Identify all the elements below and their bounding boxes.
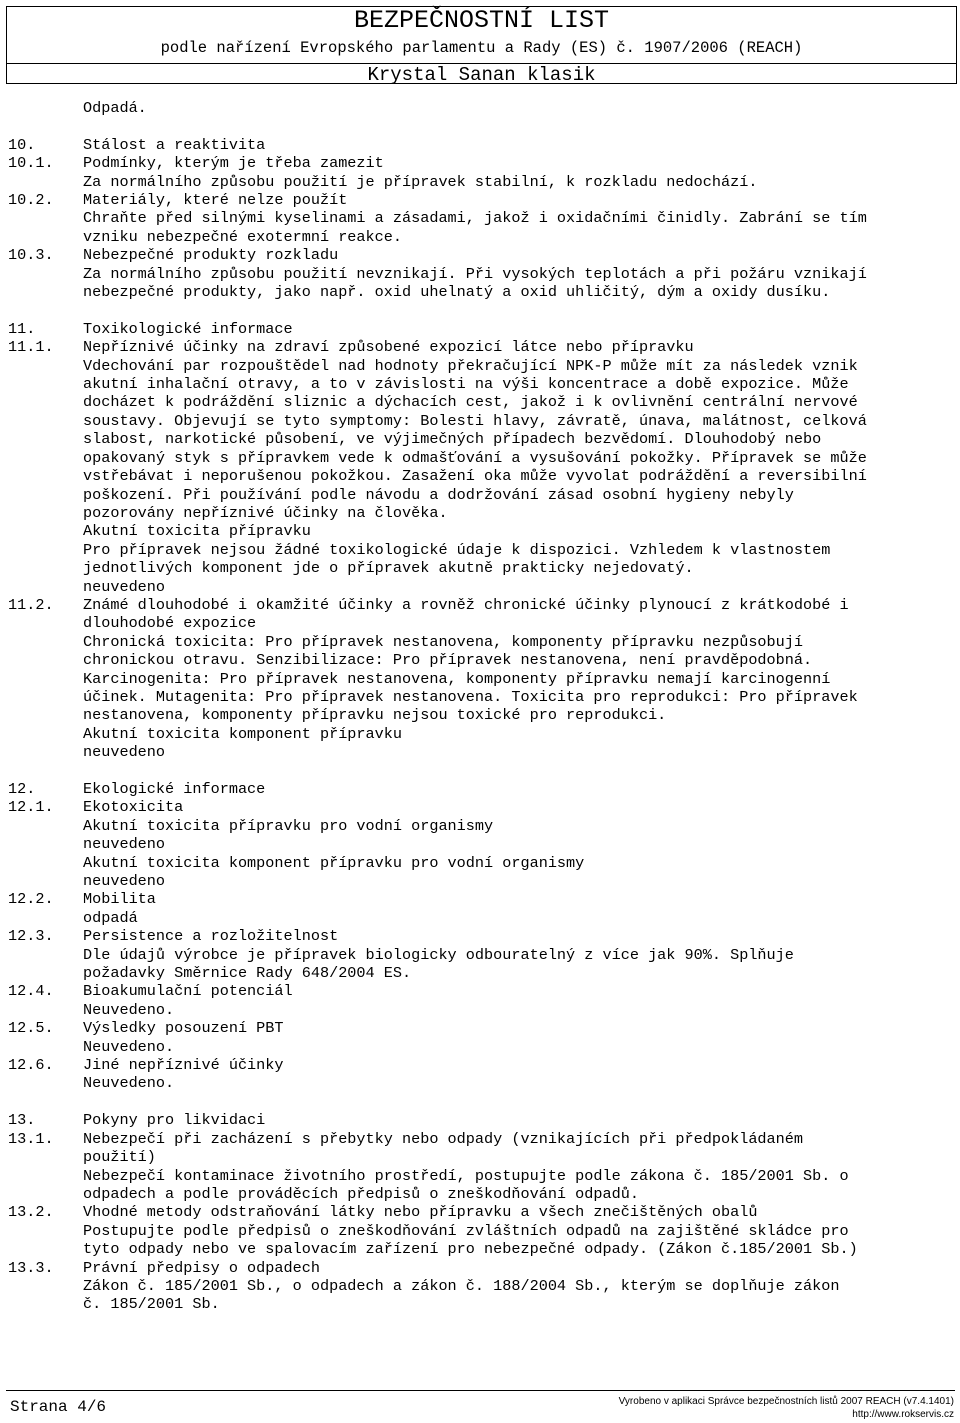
section-number (8, 1148, 83, 1166)
line-text: Pro přípravek nejsou žádné toxikologické údaje k dispozici. Vzhledem k vlastnostem (83, 540, 831, 559)
section-number: 11.1. (8, 338, 54, 357)
body-text-row (8, 946, 952, 964)
body-text-row (8, 412, 952, 430)
line-text: vstřebávat i neporušenou pokožkou. Zasažení oka může vyvolat podráždění a reversibilní (83, 467, 867, 486)
line-text: Akutní toxicita přípravku pro vodní organismy (83, 816, 494, 835)
section-number: 11. (8, 319, 36, 338)
section-heading-row (8, 320, 952, 338)
line-text: Neuvedeno. (83, 1037, 175, 1056)
line-text: Materiály, které nelze použít (83, 191, 348, 210)
generator-link[interactable]: http://www.rokservis.cz (852, 1409, 954, 1420)
section-heading-row (8, 1259, 952, 1277)
line-text: slabost, narkotické působení, ve výjimečných případech bezvědomí. Dlouhodobý nebo (83, 430, 822, 449)
section-number: 12.6. (8, 1056, 54, 1075)
section-number: 12.5. (8, 1019, 54, 1038)
line-text: Nebezpečné produkty rozkladu (83, 246, 339, 265)
line-text: Akutní toxicita komponent přípravku (83, 724, 402, 743)
body-text-row (8, 559, 952, 577)
line-text: Pokyny pro likvidaci (83, 1111, 266, 1130)
body-text-row (8, 283, 952, 301)
section-number (8, 375, 83, 393)
section-number: 13.3. (8, 1258, 54, 1277)
line-text: opakovaný styk s přípravkem vede k odmašťování a vysušování pokožky. Přípravek se může (83, 448, 867, 467)
body-text-row (8, 1222, 952, 1240)
body-text-row (8, 633, 952, 651)
section-number (8, 1074, 83, 1092)
body-text-row (8, 706, 952, 724)
line-text: nestanovena, komponenty přípravku nejsou toxické pro reprodukci. (83, 706, 667, 725)
line-text: Chraňte před silnými kyselinami a zásadami, jakož i oxidačními činidly. Zabrání se tím (83, 209, 867, 228)
section-number (8, 670, 83, 688)
section-number: 10.1. (8, 154, 54, 173)
section-number (8, 467, 83, 485)
section-number (8, 1222, 83, 1240)
section-number (8, 706, 83, 724)
section-number: 11.2. (8, 595, 54, 614)
line-text: neuvedeno (83, 872, 166, 891)
section-number: 12. (8, 779, 36, 798)
section-number: 13.2. (8, 1203, 54, 1222)
section-number: 10.3. (8, 246, 54, 265)
line-text: Toxikologické informace (83, 319, 293, 338)
body-text-row (8, 486, 952, 504)
section-number (8, 504, 83, 522)
section-number (8, 357, 83, 375)
line-text: Jiné nepříznivé účinky (83, 1056, 284, 1075)
line-text: Persistence a rozložitelnost (83, 927, 339, 946)
line-text: č. 185/2001 Sb. (83, 1295, 220, 1314)
section-number (8, 209, 83, 227)
section-number (8, 541, 83, 559)
line-text: poškození. Při používání podle návodu a dodržování zásad osobní hygieny nebyly (83, 485, 794, 504)
document-body (8, 99, 952, 1314)
line-text: akutní inhalační otravy, a to v závislosti na výši koncentrace a době expozice. Může (83, 375, 849, 394)
line-text: neuvedeno (83, 743, 166, 762)
section-heading-row (8, 136, 952, 154)
body-text-row (8, 467, 952, 485)
line-text: Za normálního způsobu použití nevznikají. Při vysokých teplotách a při požáru vznikají (83, 264, 867, 283)
body-text-row (8, 375, 952, 393)
line-text: Ekotoxicita (83, 798, 184, 817)
section-number (8, 283, 83, 301)
body-text-row (8, 835, 952, 853)
body-text-row (8, 614, 952, 632)
section-number (8, 430, 83, 448)
line-text: Známé dlouhodobé i okamžité účinky a rovněž chronické účinky plynoucí z krátkodobé i (83, 595, 849, 614)
line-text: docházet k podráždění sliznic a dýchacích cest, jakož i k ovlivnění centrální nervové (83, 393, 858, 412)
body-text-row (8, 817, 952, 835)
section-number (8, 265, 83, 283)
section-heading-row (8, 927, 952, 945)
line-text: Chronická toxicita: Pro přípravek nestanovena, komponenty přípravku nezpůsobují (83, 632, 804, 651)
body-text-row (8, 578, 952, 596)
body-text-row (8, 209, 952, 227)
line-text: odpadá (83, 908, 138, 927)
line-text: účinek. Mutagenita: Pro přípravek nestanovena. Toxicita pro reprodukci: Pro přípravek (83, 687, 858, 706)
section-number (8, 964, 83, 982)
section-heading-row (8, 596, 952, 614)
blank-line (8, 117, 952, 135)
section-number: 10.2. (8, 191, 54, 210)
section-number (8, 578, 83, 596)
body-text-row (8, 393, 952, 411)
section-heading-row (8, 154, 952, 172)
section-number (8, 633, 83, 651)
body-text-row (8, 854, 952, 872)
line-text: Akutní toxicita přípravku (83, 522, 311, 541)
line-text: Odpadá. (83, 99, 147, 117)
line-text: Výsledky posouzení PBT (83, 1019, 284, 1038)
line-text: Neuvedeno. (83, 1000, 175, 1019)
section-number (8, 412, 83, 430)
section-heading-row (8, 1056, 952, 1074)
line-text: Karcinogenita: Pro přípravek nestanovena, komponenty přípravku nemají karcinogenní (83, 669, 831, 688)
section-number (8, 835, 83, 853)
body-text-row (8, 1240, 952, 1258)
body-text-row (8, 964, 952, 982)
body-text-row (8, 449, 952, 467)
body-text-row (8, 1277, 952, 1295)
body-text-row (8, 725, 952, 743)
section-number (8, 817, 83, 835)
body-text-row (8, 1074, 952, 1092)
body-text-row (8, 173, 952, 191)
section-heading-row (8, 780, 952, 798)
line-text: Nebezpečí při zacházení s přebytky nebo odpady (vznikajících při předpokládaném (83, 1129, 804, 1148)
line-text: Akutní toxicita komponent přípravku pro vodní organismy (83, 853, 585, 872)
body-text-row (8, 688, 952, 706)
body-text-row (8, 541, 952, 559)
line-text: jednotlivých komponent jde o přípravek akutně prakticky nejedovatý. (83, 559, 694, 578)
section-number (8, 946, 83, 964)
section-number (8, 559, 83, 577)
body-text-row (8, 228, 952, 246)
section-heading-row (8, 1130, 952, 1148)
line-text: nebezpečné produkty, jako např. oxid uhelnatý a oxid uhličitý, dým a oxidy dusíku. (83, 283, 831, 302)
line-text: Mobilita (83, 890, 156, 909)
section-number (8, 909, 83, 927)
body-text-row (8, 909, 952, 927)
document-header (6, 6, 957, 84)
line-text: Podmínky, kterým je třeba zamezit (83, 154, 384, 173)
section-heading-row (8, 1111, 952, 1129)
body-text-row (8, 1167, 952, 1185)
line-text: pozorovány nepříznivé účinky na člověka. (83, 503, 448, 522)
body-text-row (8, 1148, 952, 1166)
section-number (8, 1001, 83, 1019)
section-number: 12.2. (8, 890, 54, 909)
section-number: 13. (8, 1111, 36, 1130)
line-text: Za normálního způsobu použití je přípravek stabilní, k rozkladu nedochází. (83, 172, 758, 191)
section-number (8, 449, 83, 467)
generator-note: Vyrobeno v aplikaci Správce bezpečnostních listů 2007 REACH (v7.4.1401) (618, 1396, 954, 1407)
body-text-row (8, 1001, 952, 1019)
line-text: Právní předpisy o odpadech (83, 1258, 320, 1277)
section-heading-row (8, 191, 952, 209)
body-text-row (8, 872, 952, 890)
body-text-row (8, 743, 952, 761)
section-number: 12.3. (8, 927, 54, 946)
section-number (8, 725, 83, 743)
section-number (8, 651, 83, 669)
body-text-row (8, 1185, 952, 1203)
line-text: Vdechování par rozpouštědel nad hodnoty překračující NPK-P může mít za následek vznik (83, 356, 858, 375)
line-text: Dle údajů výrobce je přípravek biologicky odbouratelný z více jak 90%. Splňuje (83, 945, 794, 964)
section-number (8, 614, 83, 632)
section-heading-row (8, 1019, 952, 1037)
line-text: tyto odpady nebo ve spalovacím zařízení pro nebezpečné odpady. (Zákon č.185/2001 Sb.) (83, 1240, 858, 1259)
body-text-row (8, 430, 952, 448)
section-number: 10. (8, 135, 36, 154)
section-heading-row (8, 338, 952, 356)
section-number (8, 854, 83, 872)
body-text-row (8, 670, 952, 688)
footer-divider (6, 1390, 955, 1391)
section-number (8, 688, 83, 706)
line-text: Postupujte podle předpisů o zneškodňování zvláštních odpadů na zajištěné skládce pro (83, 1221, 849, 1240)
product-name: Krystal Sanan klasik (367, 64, 596, 86)
line-text: použití) (83, 1148, 156, 1167)
section-number (8, 173, 83, 191)
line-text: požadavky Směrnice Rady 648/2004 ES. (83, 964, 412, 983)
blank-line (8, 301, 952, 319)
section-number (8, 1038, 83, 1056)
section-number (8, 393, 83, 411)
line-text: vzniku nebezpečné exotermní reakce. (83, 227, 402, 246)
line-text: Nebezpečí kontaminace životního prostředí, postupujte podle zákona č. 185/2001 Sb. o (83, 1166, 849, 1185)
body-text-row (8, 357, 952, 375)
section-number (8, 872, 83, 890)
body-text-row (8, 1295, 952, 1313)
line-text: Vhodné metody odstraňování látky nebo přípravku a všech znečištěných obalů (83, 1203, 758, 1222)
section-number (8, 1185, 83, 1203)
body-text-row (8, 265, 952, 283)
section-heading-row (8, 982, 952, 1000)
line-text: Stálost a reaktivita (83, 135, 266, 154)
regulation-subtitle: podle nařízení Evropského parlamentu a Rady (ES) č. 1907/2006 (REACH) (160, 39, 803, 57)
line-text: Nepříznivé účinky na zdraví způsobené expozicí látce nebo přípravku (83, 338, 694, 357)
line-text: neuvedeno (83, 835, 166, 854)
body-text-row (8, 522, 952, 540)
line-text: neuvedeno (83, 577, 166, 596)
line-text: Bioakumulační potenciál (83, 982, 293, 1001)
section-number: 12.1. (8, 798, 54, 817)
section-number (8, 1167, 83, 1185)
section-number (8, 522, 83, 540)
blank-line (8, 1093, 952, 1111)
section-heading-row (8, 1203, 952, 1221)
section-number (8, 228, 83, 246)
section-heading-row (8, 246, 952, 264)
section-number (8, 1295, 83, 1313)
body-text-row (8, 504, 952, 522)
section-number: 13.1. (8, 1129, 54, 1148)
section-number (8, 743, 83, 761)
line-text: Ekologické informace (83, 779, 266, 798)
line-text: dlouhodobé expozice (83, 614, 257, 633)
body-text-row (8, 99, 952, 117)
section-heading-row (8, 798, 952, 816)
page-number: Strana 4/6 (10, 1398, 107, 1416)
section-number: 12.4. (8, 982, 54, 1001)
document-title: BEZPEČNOSTNÍ LIST (353, 6, 610, 35)
section-number (8, 1240, 83, 1258)
body-text-row (8, 1038, 952, 1056)
line-text: Neuvedeno. (83, 1074, 175, 1093)
line-text: soustavy. Objevují se tyto symptomy: Bolesti hlavy, závratě, únava, malátnost, celková (83, 411, 867, 430)
line-text: chronickou otravu. Senzibilizace: Pro přípravek nestanovena, není pravděpodobná. (83, 651, 813, 670)
line-text: Zákon č. 185/2001 Sb., o odpadech a zákon č. 188/2004 Sb., kterým se doplňuje zákon (83, 1276, 840, 1295)
line-text: odpadech a podle prováděcích předpisů o zneškodňování odpadů. (83, 1184, 639, 1203)
blank-line (8, 762, 952, 780)
section-number (8, 99, 83, 117)
section-number (8, 1277, 83, 1295)
section-number (8, 486, 83, 504)
body-text-row (8, 651, 952, 669)
section-heading-row (8, 890, 952, 908)
